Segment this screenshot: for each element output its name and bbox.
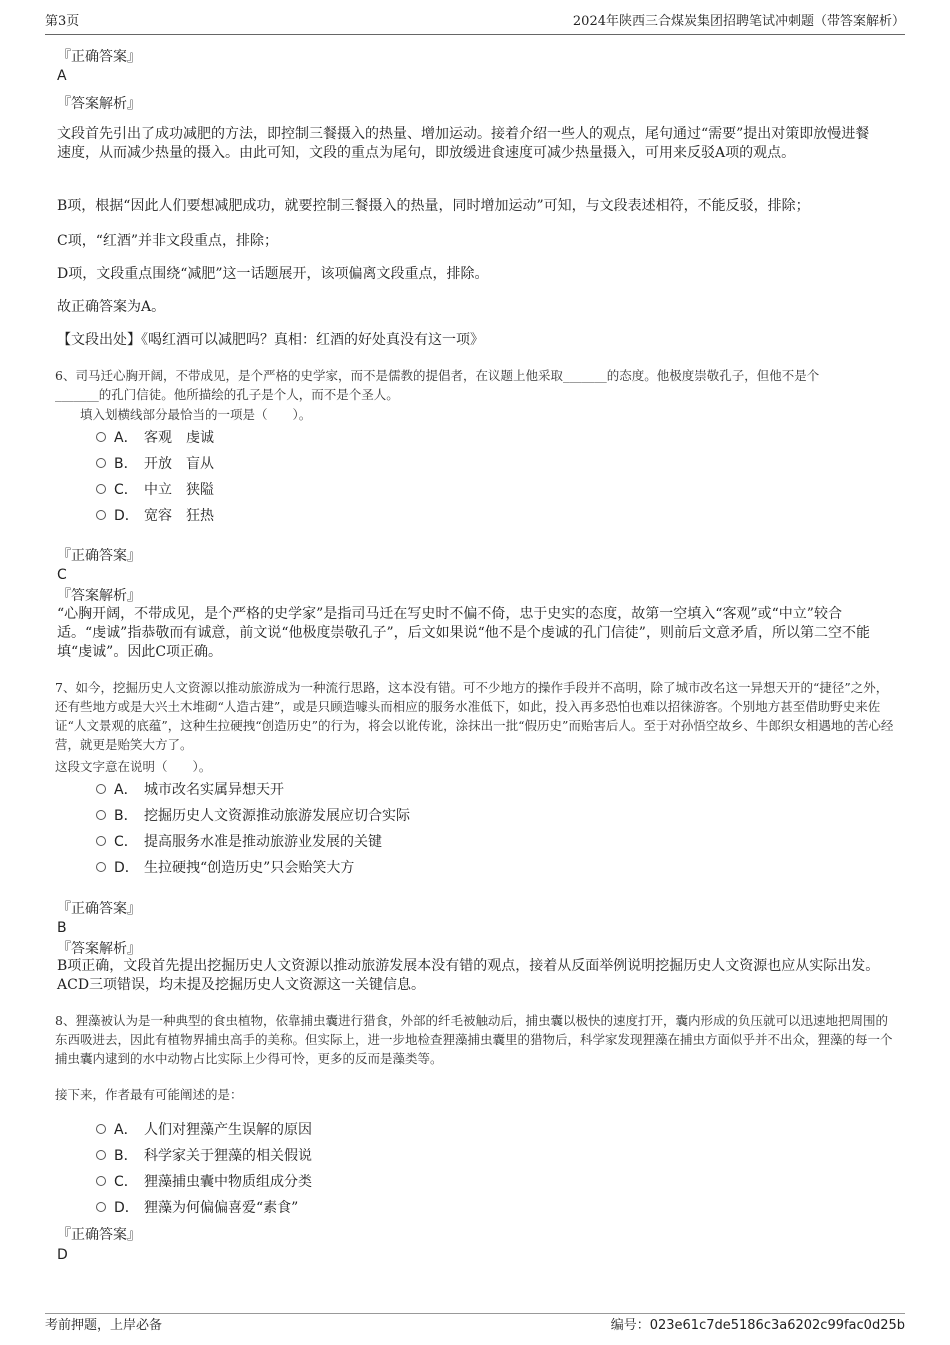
radio-icon[interactable] [96,458,106,468]
q5-analysis-p2: B项，根据“因此人们要想减肥成功，就要控制三餐摄入的热量，同时增加运动”可知，与文段表述相符，不能反驳，排除； [57,198,810,214]
option-text: 人们对狸藻产生误解的原因 [144,1122,312,1138]
q7-answer-label: 『正确答案』 [57,901,141,917]
radio-icon[interactable] [96,1202,106,1212]
q8-answer-label: 『正确答案』 [57,1227,141,1243]
option-text: 宽容 狂热 [144,508,214,524]
radio-icon[interactable] [96,784,106,794]
radio-icon[interactable] [96,836,106,846]
q8-stem: 8、狸藻被认为是一种典型的食虫植物，依靠捕虫囊进行猎食，外部的纤毛被触动后，捕虫囊以极快的速度打开，囊内形成的负压就可以迅速地把周围的东西吸进去，因此有植物界捕虫高手的美称。但实际上，进一步地检查狸藻捕虫囊里的猎物后，科学家发现狸藻在捕虫方面似乎并不出众，狸藻的每一个捕虫囊内逮到的水中动物占比实际上少得可怜，更多的反而是藻类等。 [55,1013,893,1066]
page-header [45,12,905,35]
option-text: 中立 狭隘 [144,482,214,498]
q5-analysis-p1: 文段首先引出了成功减肥的方法，即控制三餐摄入的热量、增加运动。接着介绍一些人的观点，尾句通过“需要”提出对策即放慢进餐速度，从而减少热量的摄入。由此可知，文段的重点为尾句，即放缓进食速度可减少热量摄入，可用来反驳A项的观点。 [57,126,870,161]
option-text: 开放 盲从 [144,456,214,472]
q7-option-d[interactable]: D． 生拉硬拽“创造历史”只会贻笑大方 [96,858,354,878]
q5-analysis-p4: D项，文段重点围绕“减肥”这一话题展开，该项偏离文段重点，排除。 [57,266,489,282]
q5-analysis-p3: C项，“红酒”并非文段重点，排除； [57,233,279,249]
q7-stem: 7、如今，挖掘历史人文资源以推动旅游成为一种流行思路，这本没有错。可不少地方的操作手段并不高明，除了城市改名这一异想天开的“捷径”之外，还有些地方或是大兴土木堆砌“人造古建”，或是只顾造噱头而相应的服务水准低下，如此，投入再多恐怕也难以招徕游客。个别地方甚至借助野史来佐证“人文景观的底蕴”，这种生拉硬拽“创造历史”的行为，将会以讹传讹，涂抹出一批“假历史”而贻害后人。至于对孙悟空故乡、牛郎织女相遇地的苦心经营，就更是贻笑大方了。 [55,680,894,752]
option-text: 挖掘历史人文资源推动旅游发展应切合实际 [144,808,410,824]
radio-icon[interactable] [96,810,106,820]
option-text: 客观 虔诚 [144,430,214,446]
radio-icon[interactable] [96,510,106,520]
radio-icon[interactable] [96,862,106,872]
q5-answer: A [57,68,67,84]
document-title: 2024年陕西三合煤炭集团招聘笔试冲刺题（带答案解析） [572,14,905,29]
q6-option-c[interactable]: C． 中立 狭隘 [96,480,214,500]
option-text: 生拉硬拽“创造历史”只会贻笑大方 [144,860,355,876]
q6-option-a[interactable]: A． 客观 虔诚 [96,428,214,448]
document-code: 编号：023e61c7de5186c3a6202c99fac0d25b [610,1318,905,1333]
q6-answer-label: 『正确答案』 [57,548,141,564]
q8-option-c[interactable]: C． 狸藻捕虫囊中物质组成分类 [96,1172,312,1192]
q6-prompt: 填入划横线部分最恰当的一项是（ ）。 [80,407,312,422]
q8-option-b[interactable]: B． 科学家关于狸藻的相关假说 [96,1146,312,1166]
q7-analysis: B项正确，文段首先提出挖掘历史人文资源以推动旅游发展本没有错的观点，接着从反面举例说明挖掘历史人文资源也应从实际出发。ACD三项错误，均未提及挖掘历史人文资源这一关键信息。 [57,958,880,993]
page-footer [45,1313,905,1337]
q6-analysis-label: 『答案解析』 [57,588,141,604]
q6-option-d[interactable]: D． 宽容 狂热 [96,506,214,526]
radio-icon[interactable] [96,1176,106,1186]
q6-stem-line2: _______的孔门信徒。他所描绘的孔子是个人，而不是个圣人。 [55,387,399,402]
q6-option-b[interactable]: B． 开放 盲从 [96,454,214,474]
option-text: 城市改名实属异想天开 [144,782,284,798]
radio-icon[interactable] [96,432,106,442]
q5-analysis-label: 『答案解析』 [57,96,141,112]
q7-answer: B [57,920,67,936]
q7-prompt: 这段文字意在说明（ ）。 [55,759,212,774]
q6-stem-line1: 6、司马迁心胸开阔，不带成见，是个严格的史学家，而不是儒教的提倡者，在议题上他采取_______的态度。他极度崇敬孔子，但他不是个 [55,368,820,383]
radio-icon[interactable] [96,484,106,494]
q8-prompt: 接下来，作者最有可能阐述的是： [55,1087,243,1102]
q8-option-a[interactable]: A． 人们对狸藻产生误解的原因 [96,1120,312,1140]
option-text: 狸藻捕虫囊中物质组成分类 [144,1174,312,1190]
option-text: 科学家关于狸藻的相关假说 [144,1148,312,1164]
q7-analysis-label: 『答案解析』 [57,941,141,957]
option-text: 提高服务水准是推动旅游业发展的关键 [144,834,382,850]
radio-icon[interactable] [96,1124,106,1134]
option-text: 狸藻为何偏偏喜爱“素食” [144,1200,299,1216]
q7-option-b[interactable]: B． 挖掘历史人文资源推动旅游发展应切合实际 [96,806,410,826]
footer-slogan: 考前押题，上岸必备 [45,1318,163,1333]
q5-source: 【文段出处】《喝红酒可以减肥吗？真相：红酒的好处真没有这一项》 [57,332,484,348]
q6-analysis: “心胸开阔，不带成见，是个严格的史学家”是指司马迁在写史时不偏不倚，忠于史实的态度，故第一空填入“客观”或“中立”较合适。“虔诚”指恭敬而有诚意，前文说“他极度崇敬孔子”，后文如果说“他不是个虔诚的孔门信徒”，则前后文意矛盾，所以第二空不能填“虔诚”。因此C项正确。 [57,606,870,660]
q7-option-a[interactable]: A． 城市改名实属异想天开 [96,780,284,800]
q8-answer: D [57,1247,68,1263]
q8-option-d[interactable]: D． 狸藻为何偏偏喜爱“素食” [96,1198,298,1218]
q6-answer: C [57,567,67,583]
q5-analysis-p5: 故正确答案为A。 [57,299,166,315]
radio-icon[interactable] [96,1150,106,1160]
q5-answer-label: 『正确答案』 [57,49,141,65]
q7-option-c[interactable]: C． 提高服务水准是推动旅游业发展的关键 [96,832,382,852]
page-number: 第3页 [45,14,80,29]
